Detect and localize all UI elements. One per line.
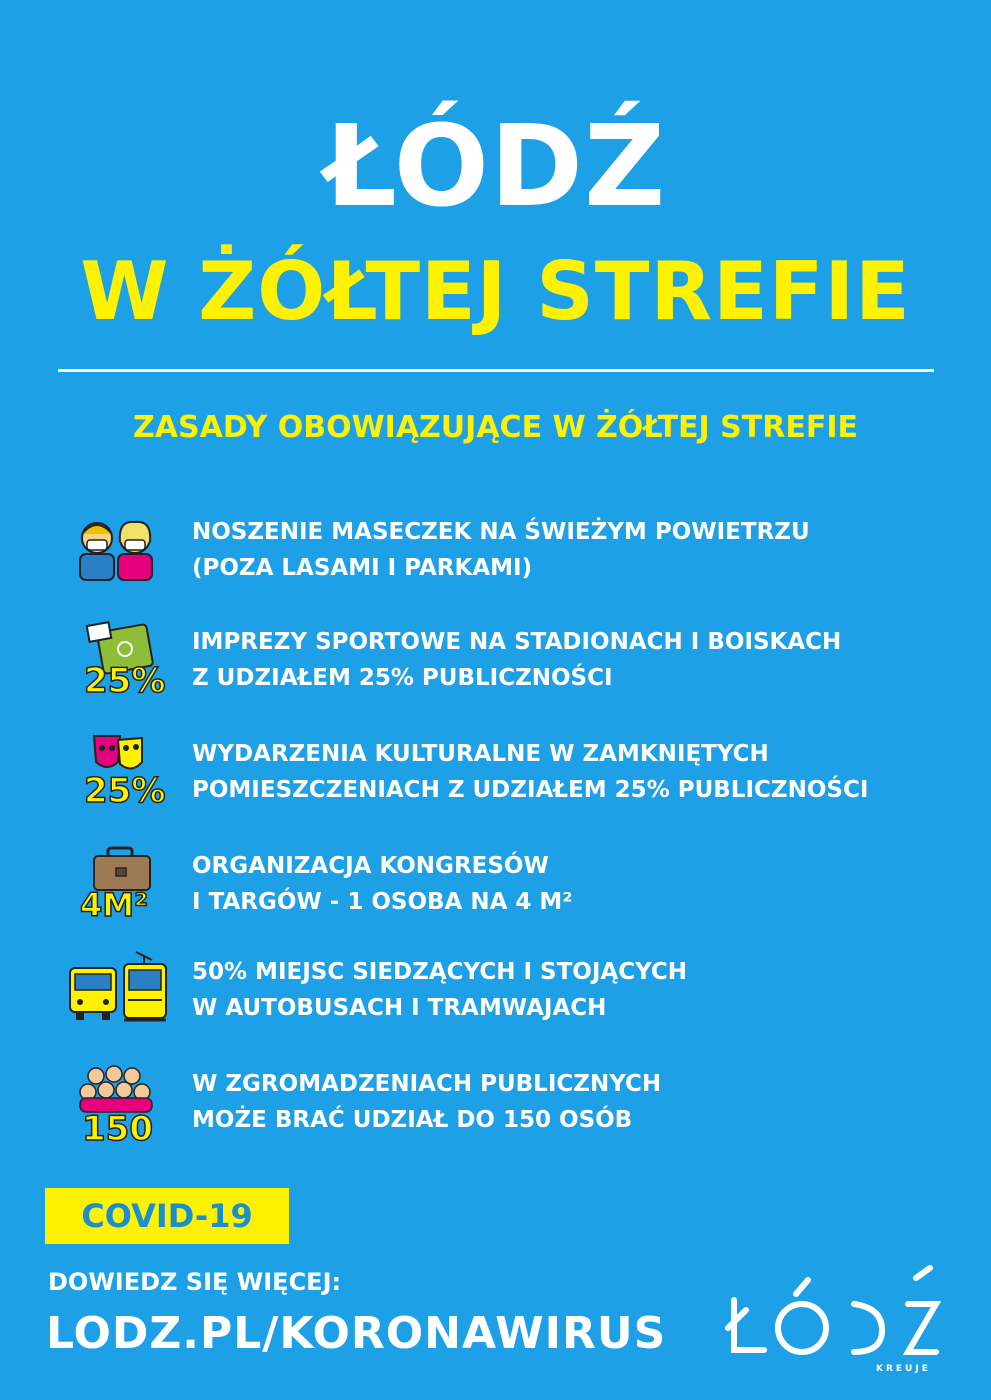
bus-tram-icon xyxy=(60,950,170,1040)
stadium-icon xyxy=(60,620,170,710)
badge-25-percent: 25% xyxy=(84,771,166,811)
rule-text-line2: Z UDZIAŁEM 25% PUBLICZNOŚCI xyxy=(192,665,613,691)
rule-text-line1: WYDARZENIA KULTURALNE W ZAMKNIĘTYCH xyxy=(192,741,769,767)
rule-item-culture xyxy=(60,732,940,822)
rule-text-line1: IMPREZY SPORTOWE NA STADIONACH I BOISKACH xyxy=(192,629,842,655)
theatre-masks-icon xyxy=(60,732,170,822)
rule-item-sport xyxy=(60,620,940,710)
rule-text-line2: W AUTOBUSACH I TRAMWAJACH xyxy=(192,995,607,1021)
briefcase-icon xyxy=(60,844,170,934)
logo-caption: KREUJE xyxy=(876,1364,931,1374)
rule-item-masks xyxy=(60,510,940,600)
covid-badge: COVID-19 xyxy=(45,1188,289,1244)
badge-150: 150 xyxy=(82,1109,153,1149)
rule-text-line1: NOSZENIE MASECZEK NA ŚWIEŻYM POWIETRZU xyxy=(192,519,810,545)
badge-25-percent: 25% xyxy=(84,661,166,701)
info-url-link[interactable]: LODZ.PL/KORONAWIRUS xyxy=(46,1308,667,1359)
city-title: ŁÓDŹ xyxy=(324,102,667,232)
rule-text-line2: POMIESZCZENIACH Z UDZIAŁEM 25% PUBLICZNOŚCI xyxy=(192,777,869,803)
rule-text-line1: ORGANIZACJA KONGRESÓW xyxy=(192,853,549,879)
rule-text-line1: W ZGROMADZENIACH PUBLICZNYCH xyxy=(192,1071,662,1097)
rule-item-transport xyxy=(60,950,940,1040)
crowd-icon xyxy=(60,1062,170,1152)
rule-text-line2: (POZA LASAMI I PARKAMI) xyxy=(192,555,533,581)
rule-item-gatherings xyxy=(60,1062,940,1152)
rule-text-line1: 50% MIEJSC SIEDZĄCYCH I STOJĄCYCH xyxy=(192,959,688,985)
rules-subtitle: ZASADY OBOWIĄZUJĄCE W ŻÓŁTEJ STREFIE xyxy=(133,410,858,445)
rule-text-line2: I TARGÓW - 1 OSOBA NA 4 M² xyxy=(192,889,573,915)
learn-more-label: DOWIEDZ SIĘ WIĘCEJ: xyxy=(48,1268,342,1296)
badge-4m2: 4M² xyxy=(80,886,149,924)
zone-title: W ŻÓŁTEJ STREFIE xyxy=(80,245,911,338)
divider-line xyxy=(58,369,934,372)
masked-people-icon xyxy=(60,510,170,600)
lodz-kreuje-logo xyxy=(720,1238,950,1378)
rule-item-congress xyxy=(60,844,940,934)
rule-text-line2: MOŻE BRAĆ UDZIAŁ DO 150 OSÓB xyxy=(192,1107,633,1133)
